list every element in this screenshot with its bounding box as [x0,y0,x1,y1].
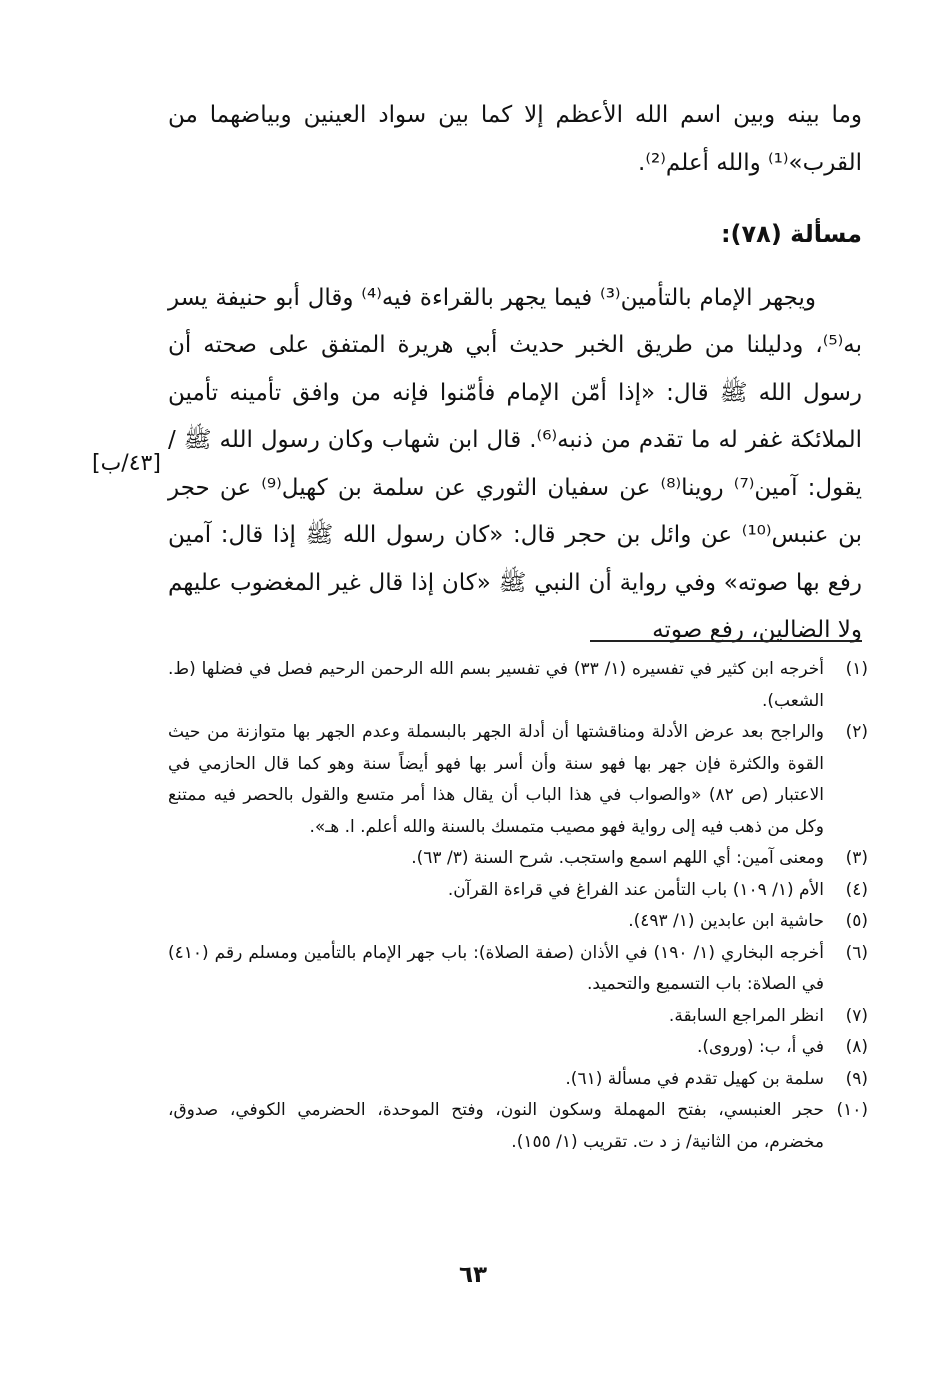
footnote-number: (٣) [845,848,868,868]
footnote-5 [168,906,868,938]
footnote-4 [168,875,868,907]
margin-folio-note: [٤٣/ب] [92,451,161,476]
footnote-text: ومعنى آمين: أي اللهم اسمع واستجب. شرح السنة (٣/ ٦٣). [411,848,824,868]
intro-paragraph: وما بينه وبين اسم الله الأعظم إلا كما بين سواد العينين وبياضهما من القرب»⁽¹⁾ والله أعلم⁽²⁾. [168,102,862,176]
footnote-number: (١٠) [836,1100,868,1120]
footnote-text: في أ، ب: (وروى). [696,1037,824,1057]
footnote-1 [168,654,868,717]
footnote-7 [168,1001,868,1033]
footnote-text: حاشية ابن عابدين (١/ ٤٩٣). [628,911,824,931]
footnote-text: حجر العنبسي، بفتح المهملة وسكون النون، وفتح الموحدة، الحضرمي الكوفي، صدوق، مخضرم، من الثانية/ ز د ت. تقريب (١/ ١٥٥). [168,1100,824,1152]
footnote-text: انظر المراجع السابقة. [668,1005,824,1026]
footnote-number: (٧) [845,1005,868,1026]
footnote-number: (٦) [845,942,868,963]
footnote-text: أخرجه ابن كثير في تفسيره (١/ ٣٣) في تفسير بسم الله الرحمن الرحيم فصل في فضلها (ط. الشعب). [168,659,824,711]
footnote-10 [168,1095,868,1158]
footnote-number: (٩) [845,1068,868,1089]
main-text [168,92,862,655]
body-paragraph: ويجهر الإمام بالتأمين⁽³⁾ فيما يجهر بالقراءة فيه⁽⁴⁾ وقال أبو حنيفة يسر به⁽⁵⁾، ودليلنا من طريق الخبر حديث أبي هريرة المتفق على صحته أن رسول الله ﷺ قال: «إذا أمّن الإمام فأمّنوا فإنه من وافق تأمينه تأمين الملائكة غفر له ما تقدم من ذنبه⁽⁶⁾. قال ابن شهاب وكان رسول الله ﷺ / يقول: آمين⁽⁷⁾ روينا⁽⁸⁾ عن سفيان الثوري عن سلمة بن كهيل⁽⁹⁾ عن حجر بن عنبس⁽¹⁰⁾ عن وائل بن حجر قال: «كان رسول الله ﷺ إذا قال: آمين رفع بها صوته» وفي رواية أن النبي ﷺ «كان إذا قال غير المغضوب عليهم ولا الضالين، رفع صوته [168,284,863,643]
footnote-6 [168,938,868,1001]
footnote-8 [168,1032,868,1064]
footnote-number: (٤) [845,879,868,900]
footnote-separator [590,640,862,642]
footnote-text: والراجح بعد عرض الأدلة ومناقشتها أن أدلة الجهر بالبسملة وعدم الجهر بها متوازنة من حيث القوة والكثرة فإن جهر بها فهو سنة وأن أسر بها فهو أيضاً سنة وهو كما قال الحازمي في الاعتبار (ص ٨٢) «والصواب في هذا الباب أن يقال هذا أمر متسع والقول بالحصر فيه ممتنع وكل من ذهب فيه إلى رواية فهو مصيب متمسك بالسنة والله أعلم. ا. هـ». [168,722,824,837]
footnote-number: (٢) [845,722,868,742]
footnote-3 [168,843,868,875]
footnote-text: الأم (١/ ١٠٩) باب التأمن عند الفراغ في قراءة القرآن. [447,879,824,900]
footnote-number: (٨) [845,1037,868,1057]
footnote-number: (٥) [845,911,868,931]
section-heading: مسألة (٧٨): [720,220,862,248]
footnotes-list [168,654,868,1158]
footnote-2 [168,717,868,843]
page-number: ٦٣ [458,1262,488,1288]
footnote-9 [168,1064,868,1096]
footnote-number: (١) [845,659,868,679]
footnote-text: سلمة بن كهيل تقدم في مسألة (٦١). [565,1068,824,1089]
footnote-text: أخرجه البخاري (١/ ١٩٠) في الأذان (صفة الصلاة): باب جهر الإمام بالتأمين ومسلم رقم (٤١٠) في الصلاة: باب التسميع والتحميد. [168,942,824,994]
